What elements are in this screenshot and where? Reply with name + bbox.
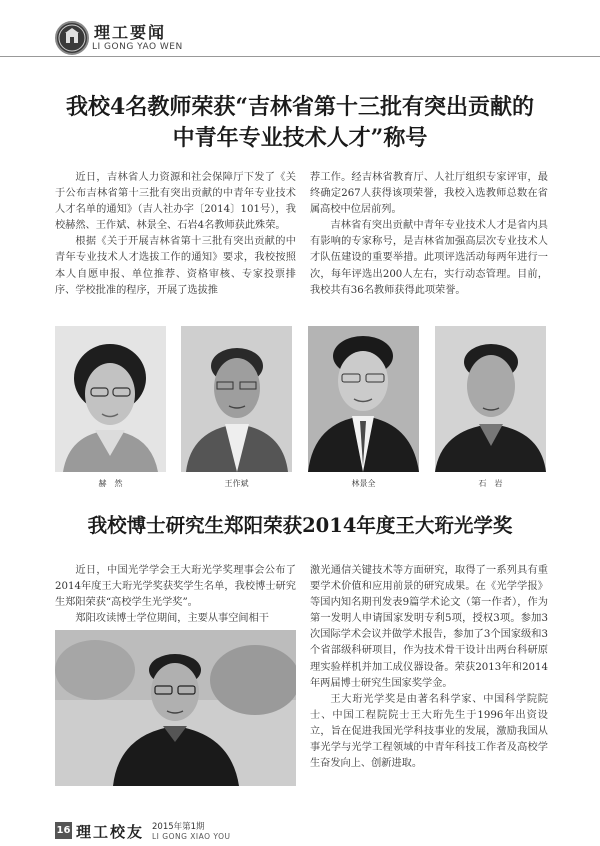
article1-paragraph: 近日，吉林省人力资源和社会保障厅下发了《关于公布吉林省第十三批有突出贡献的中青年专业技术人才名单的通知》（吉人社办字〔2014〕101号），我校赫然、王作斌、林景全、石岩4名教师获此殊荣。 [55, 172, 296, 232]
article2-paragraph: 王大珩光学奖是由著名科学家、中国科学院院士、中国工程院院士王大珩先生于1996年出资设立，旨在促进我国光学科技事业的发展，激励我国从事光学与光学工程领域的中青年科技工作者及高校学生奋发向上、创新进取。 [310, 693, 548, 770]
portrait-photo [55, 326, 166, 472]
column-title: 理工要闻 [94, 23, 167, 42]
article1-paragraph: 根据《关于开展吉林省第十三批有突出贡献的中青年专业技术人才选拔工作的通知》要求，我校按照本人自愿申报、单位推荐、资格审核、专家投票排序、学校批准的程序，开展了选拔推 [55, 236, 296, 296]
article2-column-right [310, 563, 548, 772]
portrait-photo [435, 326, 546, 472]
portrait-caption: 石 岩 [478, 479, 503, 488]
issue-label: 2015年第1期 [152, 822, 205, 832]
article2-title: 我校博士研究生郑阳荣获2014年度王大珩光学奖 [87, 514, 513, 537]
page-number: 16 [55, 822, 72, 839]
portrait-caption: 王作斌 [224, 479, 249, 488]
portrait-caption: 林景全 [351, 479, 376, 488]
article1-title-line2: 中青年专业技术人才”称号 [172, 125, 428, 151]
article1-column-left [55, 170, 296, 299]
article1-title-line1: 我校4名教师荣获“吉林省第十三批有突出贡献的 [66, 94, 534, 120]
portrait-photo [181, 326, 292, 472]
magazine-title: 理工校友 [76, 823, 145, 841]
article2-column-left [55, 563, 296, 627]
article1-paragraph: 荐工作。经吉林省教育厅、人社厅组织专家评审，最终确定267人获得该项荣誉，我校入选教师总数在省属高校中位居前列。 [310, 172, 548, 216]
portrait-photo [308, 326, 419, 472]
article2-paragraph: 郑阳攻读博士学位期间，主要从事空间相干 [75, 613, 269, 625]
article1-column-right [310, 170, 548, 299]
university-logo [55, 21, 89, 55]
student-photo [55, 630, 296, 786]
article2-paragraph: 近日，中国光学学会王大珩光学奖理事会公布了2014年度王大珩光学奖获奖学生名单，我校博士研究生郑阳荣获“高校学生光学奖”。 [55, 565, 296, 609]
header-rule [0, 56, 600, 57]
article1-title [20, 92, 580, 154]
article2-paragraph: 激光通信关键技术等方面研究，取得了一系列具有重要学术价值和应用前景的研究成果。在《光学学报》等国内知名期刊发表9篇学术论文（第一作者），作为第一发明人申请国家发明专利5项，授权3项。参加3次国际学术会议并做学术报告，参加了3个国家级和3个省部级科研项目，作为技术骨干设计出两台科研原理实验样机并加工成仪器设备。荣获2013年和2014年两届博士研究生国家奖学金。 [310, 565, 548, 689]
portrait-caption: 赫 然 [98, 479, 123, 488]
magazine-pinyin: LI GONG XIAO YOU [152, 832, 231, 841]
column-pinyin: LI GONG YAO WEN [92, 42, 183, 52]
article1-paragraph: 吉林省有突出贡献中青年专业技术人才是省内具有影响的专家称号，是吉林省加强高层次专业技术人才队伍建设的重要举措。此项评选活动每两年进行一次，每年评选出200人左右，实行动态管理。目前，我校共有36名教师获得此项荣誉。 [310, 220, 548, 296]
